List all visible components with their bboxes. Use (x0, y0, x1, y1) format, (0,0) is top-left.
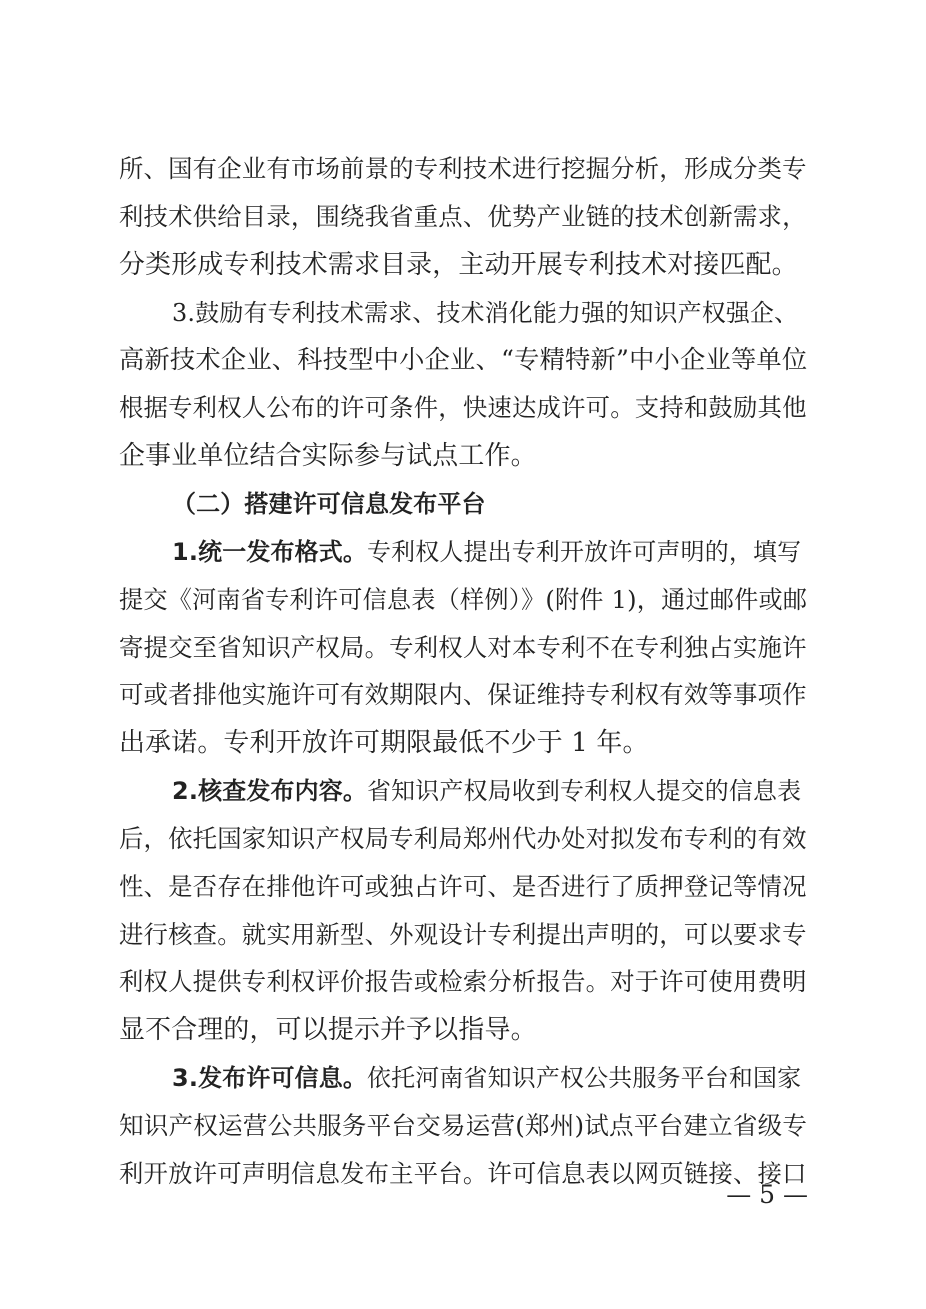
paragraph-line: 提交《河南省专利许可信息表（样例）》(附件 1)，通过邮件或邮 (119, 586, 808, 614)
paragraph-line: 显不合理的，可以提示并予以指导。 (119, 1015, 537, 1045)
paragraph-line: 寄提交至省知识产权局。专利权人对本专利不在专利独占实施许 (119, 633, 807, 662)
paragraph-line: 性、是否存在排他许可或独占许可、是否进行了质押登记等情况 (119, 872, 807, 901)
section-heading: （二）搭建许可信息发布平台 (172, 490, 486, 518)
item-text: 省知识产权局收到专利权人提交的信息表 (367, 777, 802, 805)
paragraph-line: 后，依托国家知识产权局专利局郑州代办处对拟发布专利的有效 (119, 824, 807, 853)
paragraph-line: 可或者排他实施许可有效期限内、保证维持专利权有效等事项作 (119, 680, 807, 709)
paragraph-line: 利技术供给目录，围绕我省重点、优势产业链的技术创新需求， (119, 202, 807, 231)
paragraph-line: 企事业单位结合实际参与试点工作。 (119, 441, 537, 471)
paragraph-line: 分类形成专利技术需求目录，主动开展专利技术对接匹配。 (119, 250, 798, 280)
paragraph-line: 所、国有企业有市场前景的专利技术进行挖掘分析，形成分类专 (119, 154, 807, 183)
paragraph-line (172, 1055, 862, 1101)
paragraph-line: 利权人提供专利权评价报告或检索分析报告。对于许可使用费明 (119, 967, 807, 996)
paragraph-line: 进行核查。就实用新型、外观设计专利提出声明的，可以要求专 (119, 920, 807, 949)
paragraph-line (172, 768, 862, 814)
paragraph-line: 根据专利权人公布的许可条件，快速达成许可。支持和鼓励其他 (119, 393, 807, 422)
paragraph-line (172, 529, 862, 575)
paragraph-line: 3.鼓励有专利技术需求、技术消化能力强的知识产权强企、 (172, 299, 799, 327)
item-title: 2.核查发布内容。 (172, 777, 367, 805)
item-title: 1.统一发布格式。 (172, 538, 367, 566)
paragraph-line: 高新技术企业、科技型中小企业、“专精特新”中小企业等单位 (119, 345, 808, 374)
paragraph-line: 利开放许可声明信息发布主平台。许可信息表以网页链接、接口 (119, 1159, 807, 1188)
item-text: 专利权人提出专利开放许可声明的，填写 (367, 538, 802, 566)
paragraph-line: 出承诺。专利开放许可期限最低不少于 1 年。 (119, 728, 649, 758)
page-number: — 5 — (726, 1180, 808, 1209)
item-text: 依托河南省知识产权公共服务平台和国家 (367, 1064, 802, 1092)
paragraph-line: 知识产权运营公共服务平台交易运营(郑州)试点平台建立省级专 (119, 1111, 808, 1140)
item-title: 3.发布许可信息。 (172, 1064, 367, 1092)
